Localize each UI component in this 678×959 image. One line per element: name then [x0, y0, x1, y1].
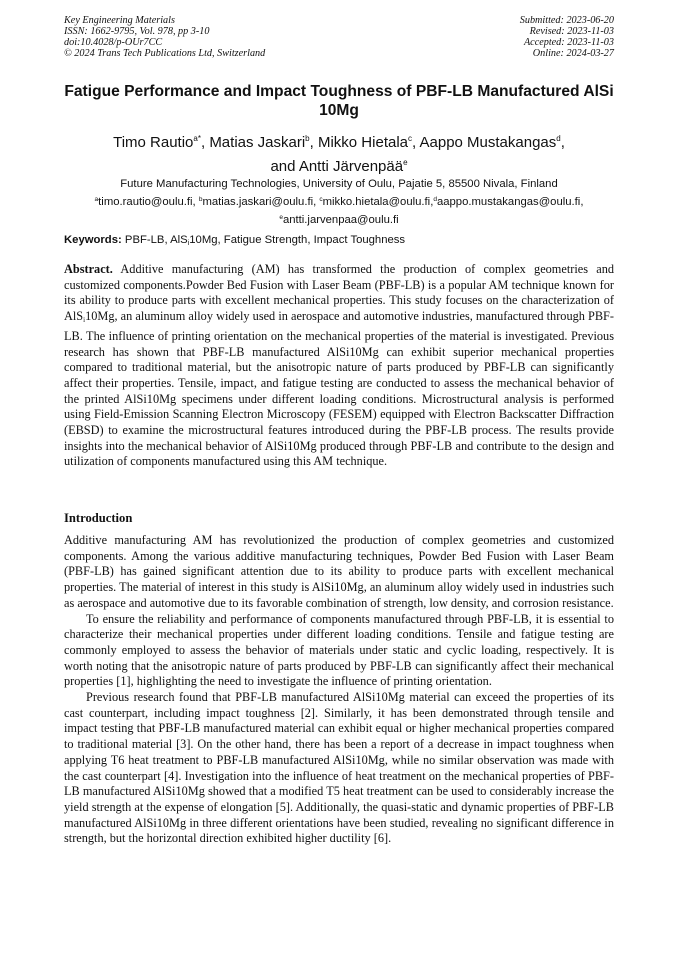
institution: Future Manufacturing Technologies, University of Oulu, Pajatie 5, 85500 Nivala, Finland: [120, 178, 558, 190]
author-mark: b: [305, 134, 310, 143]
author-mark: d: [556, 134, 561, 143]
author-name: Aappo Mustakangas: [419, 134, 557, 151]
affiliation: [60, 177, 618, 228]
accepted-date: Accepted: 2023-11-03: [523, 37, 614, 48]
paper-title: Fatigue Performance and Impact Toughness of PBF-LB Manufactured AlSi 10Mg: [64, 83, 614, 119]
doi[interactable]: doi:10.4028/p-OUr7CC: [64, 37, 163, 48]
abstract: Abstract. Additive manufacturing (AM) has transformed the production of complex geometries and customized components.Powder Bed Fusion with Laser Beam (PBF-LB) is a popular AM technique known for its ability to produce parts with excellent mechanical properties. This study focuses on the characterization of AlS$_i$10Mg, an aluminum alloy widely used in aerospace and automotive industries, manufactured through PBF-LB. The influence of printing orientation on the mechanical properties of the material is investigated. Previous research has shown that PBF-LB manufactured AlSi10Mg can exhibit superior mechanical properties compared to traditional material, but the anisotropic nature of parts produced by PBF-LB can significantly affect their properties. Tensile, impact, and fatigue testing are conducted to assess the mechanical behavior of the printed AlSi10Mg specimens under different loading conditions. Microstructural analysis is performed using Field-Emission Scanning Electron Microscopy (FESEM) equipped with Electron Backscatter Diffraction (EBSD) to examine the microstructural features introduced during the PBF-LB process. The results provide insights into the mechanical behavior of AlSi10Mg produced through PBF-LB and contribute to the design and utilization of components manufactured using this AM technique.: [64, 262, 614, 469]
email-link[interactable]: timo.rautio@oulu.fi: [98, 196, 193, 208]
email-list: $^a$timo.rautio@oulu.fi, $^b$matias.jaskari@oulu.fi, $^c$mikko.hietala@oulu.fi,$^d$aappo.mustakangas@oulu.fi, $^e$antti.jarvenpaa@oulu.fi: [94, 196, 584, 226]
publication-dates: [520, 15, 614, 59]
author-name: Timo Rautio: [113, 134, 194, 151]
revised-date: Revised: 2023-11-03: [529, 26, 614, 37]
introduction-section: [64, 533, 614, 847]
abstract-label: Abstract.: [64, 262, 113, 276]
online-date: Online: 2024-03-27: [532, 48, 614, 59]
copyright: © 2024 Trans Tech Publications Ltd, Switzerland: [64, 48, 266, 59]
keywords-label: Keywords:: [64, 234, 122, 246]
author-list: Timo Rautio$^{a*}$, Matias Jaskari$^b$, Mikko Hietala$^c$, Aappo Mustakangas$^d$, and Antti Järvenpää$^e$: [113, 134, 565, 175]
author-name: Mikko Hietala: [317, 134, 408, 151]
issn-volume: ISSN: 1662-9795, Vol. 978, pp 3-10: [64, 26, 210, 37]
section-heading-introduction: Introduction: [64, 511, 133, 525]
author-name: and Antti Järvenpää: [270, 158, 404, 175]
paragraph: To ensure the reliability and performance of components manufactured through PBF-LB, it is essential to characterize their mechanical properties under different loading conditions. Tensile and fatigue testing are commonly employed to assess the behavior of materials under static and cyclic loading, respectively. It is worth noting that the anisotropic nature of parts produced by PBF-LB can significantly affect their mechanical properties [1], highlighting the need to investigate the influence of printing orientation.: [64, 611, 614, 689]
paragraph: Previous research found that PBF-LB manufactured AlSi10Mg material can exceed the properties of its cast counterpart, including impact toughness [2]. Similarly, it has been demonstrated through tensile and impact testing that PBF-LB manufactured material can exhibit equal or higher mechanical properties compared to traditional material [3]. On the other hand, there has been a report of a decrease in impact toughness when applying T6 heat treatment to PBF-LB manufactured AlSi10Mg, while no similar observation was made with the cast counterpart [4]. Investigation into the influence of heat treatment on the mechanical properties of PBF-LB manufactured AlSi10Mg showed that a modified T5 heat treatment can be used to considerably increase the yield strength at the expense of elongation [5]. Additionally, the quasi-static and dynamic properties of PBF-LB manufactured AlSi10Mg in three different orientations have been studied, revealing no significant difference in strength, but the horizontal direction exhibited higher ductility [6].: [64, 690, 614, 846]
author-mark: c: [408, 134, 412, 143]
author-mark: e: [403, 158, 408, 167]
author-mark: a*: [193, 134, 201, 143]
email-link[interactable]: mikko.hietala@oulu.fi: [322, 196, 431, 208]
journal-info: [64, 15, 265, 59]
submitted-date: Submitted: 2023-06-20: [519, 15, 614, 26]
email-link[interactable]: antti.jarvenpaa@oulu.fi: [282, 214, 399, 226]
author-name: Matias Jaskari: [209, 134, 306, 151]
journal-name: Key Engineering Materials: [64, 15, 175, 26]
keywords: Keywords: PBF-LB, AlS$_i$10Mg, Fatigue Strength, Impact Toughness: [64, 234, 406, 247]
email-link[interactable]: aappo.mustakangas@oulu.fi: [436, 196, 581, 208]
email-link[interactable]: matias.jaskari@oulu.fi: [202, 196, 314, 208]
paragraph: Additive manufacturing AM has revolutionized the production of complex geometries and customized components. Among the various additive manufacturing techniques, Powder Bed Fusion with Laser Beam (PBF-LB) has gained significant attention due to its ability to produce parts with excellent mechanical properties. The material of interest in this study is AlSi10Mg, an aluminum alloy widely used in industries such as aerospace and automotive due to its favorable combination of strength, low density, and corrosion resistance.: [64, 533, 614, 610]
